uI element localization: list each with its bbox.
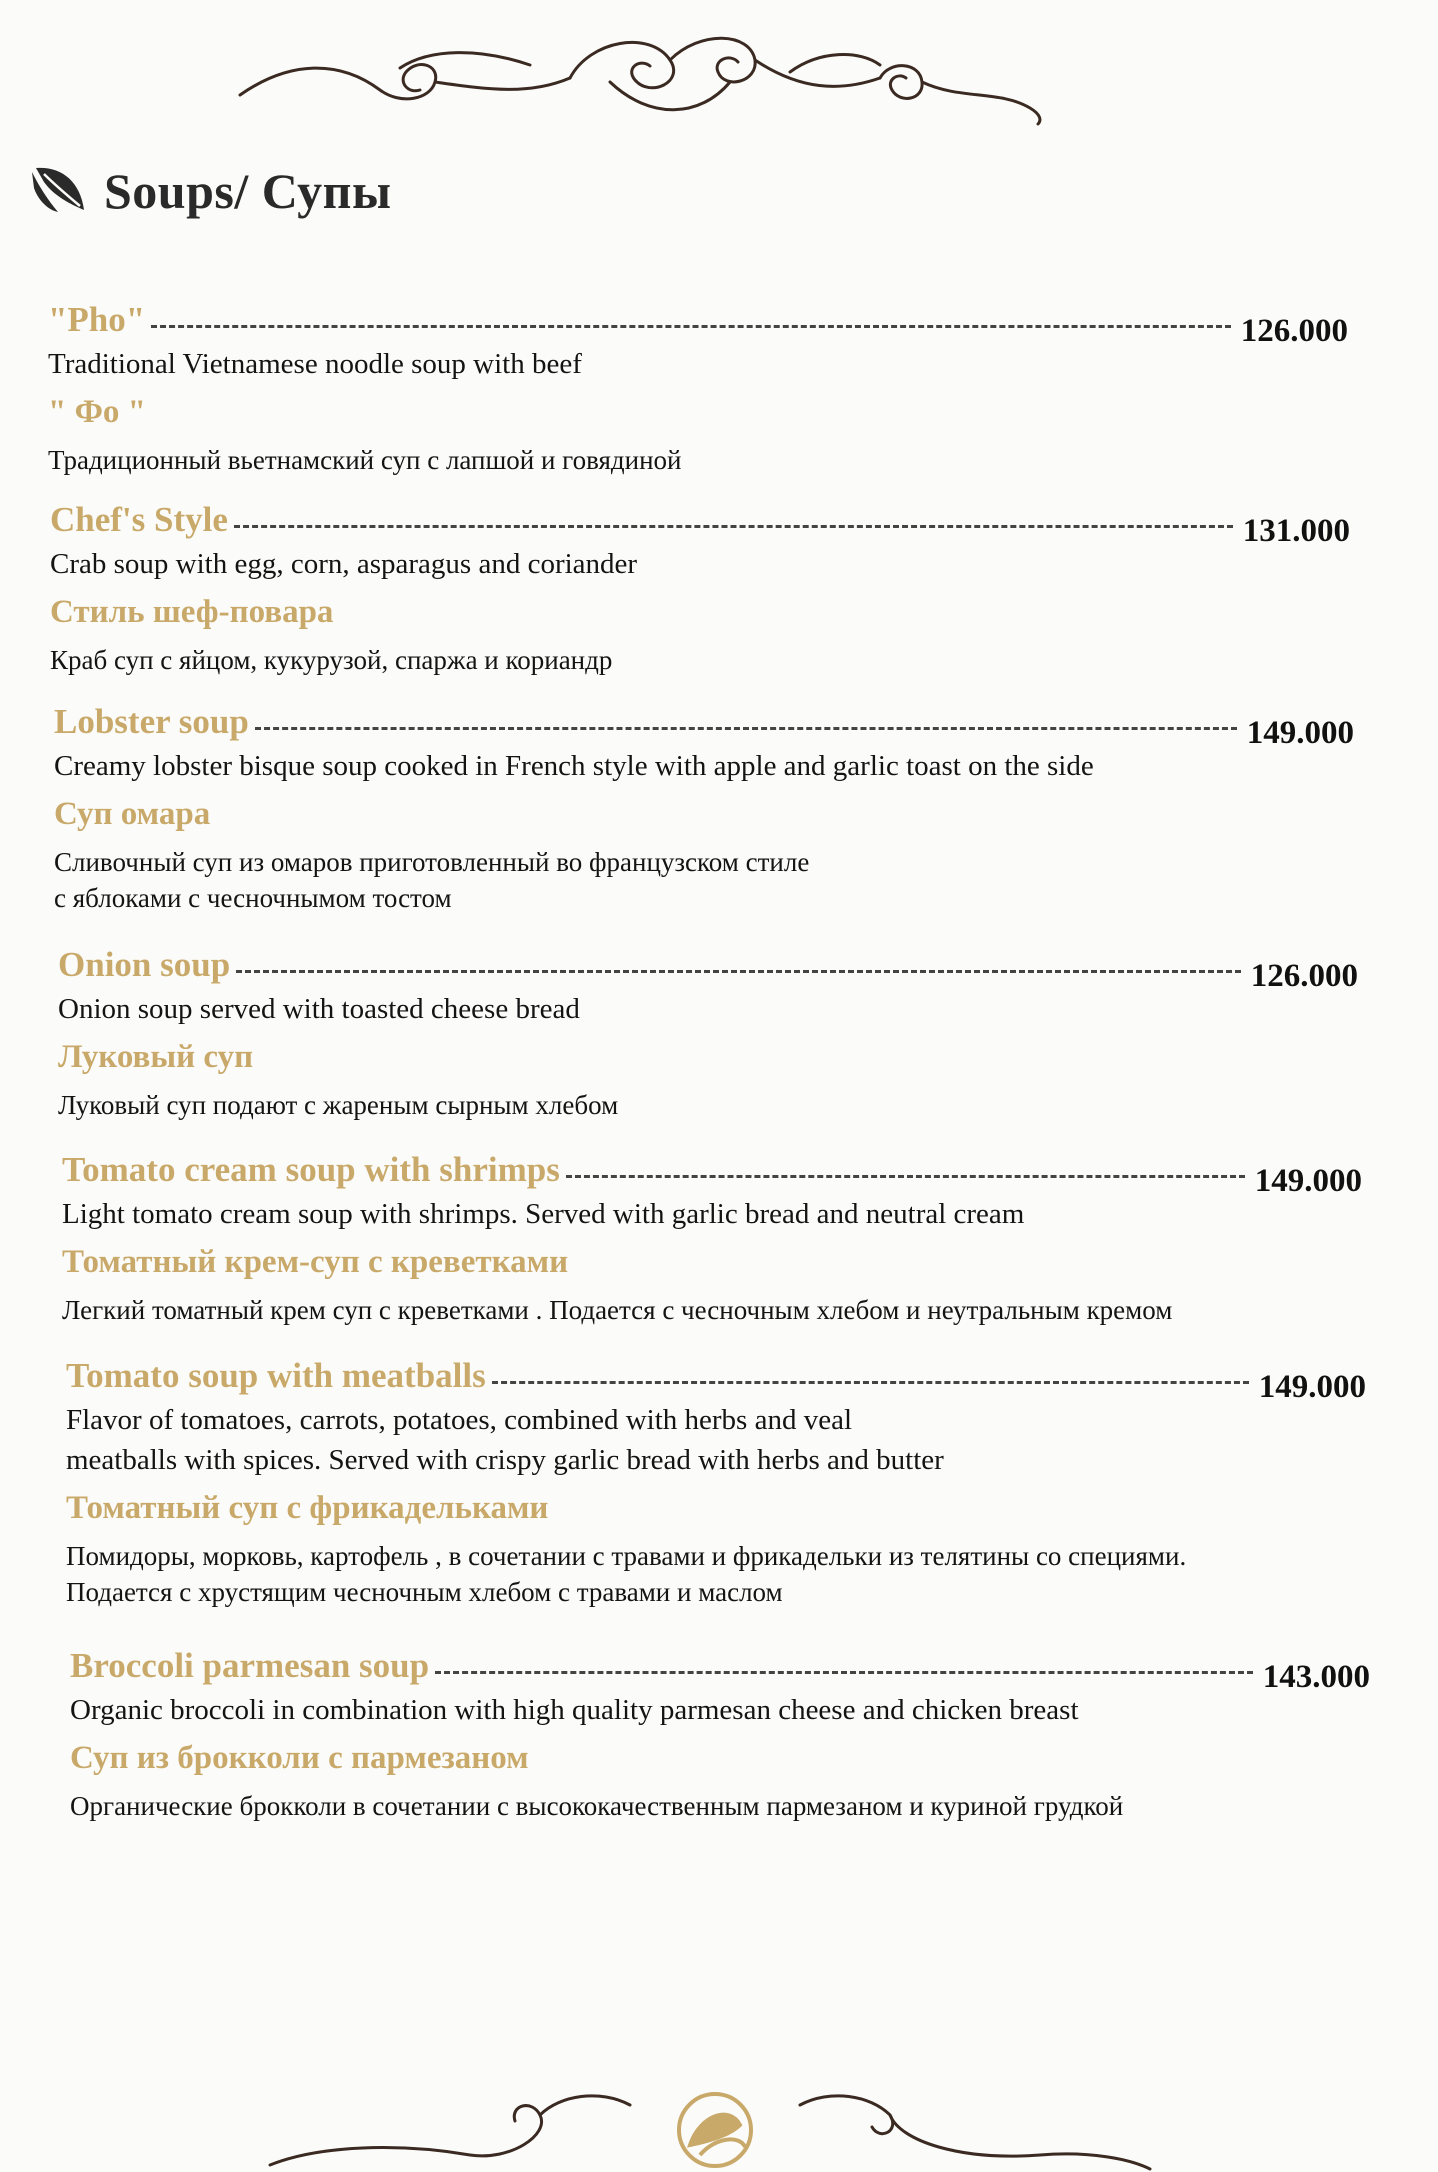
menu-item-broccoli-soup xyxy=(70,1636,1370,1824)
item-description-ru: Сливочный суп из омаров приготовленный во французском стиле с яблоками с чесночнымом тостом xyxy=(54,847,810,913)
item-name: Tomato soup with meatballs xyxy=(66,1356,486,1395)
dot-leader xyxy=(492,1380,1249,1384)
item-header xyxy=(54,692,1354,751)
item-header xyxy=(62,1140,1362,1199)
dot-leader xyxy=(255,726,1237,730)
menu-item-tomato-cream-soup xyxy=(62,1140,1362,1328)
item-price: 126.000 xyxy=(1250,958,1358,994)
section-title-text: Soups/ Супы xyxy=(104,163,392,219)
item-name-ru: Стиль шеф-повара xyxy=(50,594,334,630)
item-name-ru: " Фо " xyxy=(48,394,146,430)
item-description-ru: Краб суп с яйцом, кукурузой, спаржа и кориандр xyxy=(50,645,613,675)
section-title xyxy=(30,160,391,222)
item-description-ru: Органические брокколи в сочетании с высококачественным пармезаном и куриной грудкой xyxy=(70,1791,1124,1821)
menu-item-chefs-style xyxy=(50,490,1350,678)
item-description: Flavor of tomatoes, carrots, potatoes, combined with herbs and veal meatballs with spices. Served with crispy garlic bread with herbs and butter xyxy=(66,1404,944,1476)
item-price: 131.000 xyxy=(1242,513,1350,549)
item-description: Light tomato cream soup with shrimps. Served with garlic bread and neutral cream xyxy=(62,1198,1025,1230)
item-name: Tomato cream soup with shrimps xyxy=(62,1150,560,1189)
item-name-ru: Томатный крем-суп с креветками xyxy=(62,1244,569,1280)
item-header xyxy=(50,490,1350,549)
dot-leader xyxy=(435,1670,1253,1674)
item-name: Broccoli parmesan soup xyxy=(70,1646,430,1685)
item-header xyxy=(58,935,1358,994)
menu-item-lobster-soup xyxy=(54,692,1354,916)
bottom-ornament-icon xyxy=(260,2075,1160,2172)
dot-leader xyxy=(566,1174,1245,1178)
item-description: Traditional Vietnamese noodle soup with beef xyxy=(48,348,582,380)
leaf-icon xyxy=(30,160,92,222)
item-header xyxy=(48,290,1348,349)
item-description-ru: Легкий томатный крем суп с креветками . Подается с чесночным хлебом и неутральным кремом xyxy=(62,1295,1173,1325)
menu-item-tomato-meatballs xyxy=(66,1346,1366,1610)
item-price: 149.000 xyxy=(1258,1369,1366,1405)
item-name: Chef's Style xyxy=(50,500,228,539)
item-description-ru: Луковый суп подают с жареным сырным хлебом xyxy=(58,1090,619,1120)
item-description: Crab soup with egg, corn, asparagus and coriander xyxy=(50,548,638,580)
item-description-ru: Помидоры, морковь, картофель , в сочетании с травами и фрикадельки из телятины со специями. Подается с хрустящим чесночным хлебом с травами и маслом xyxy=(66,1541,1187,1607)
item-header xyxy=(70,1636,1370,1695)
item-name-ru: Луковый суп xyxy=(58,1039,254,1075)
item-description: Creamy lobster bisque soup cooked in French style with apple and garlic toast on the side xyxy=(54,750,1094,782)
item-name: Onion soup xyxy=(58,945,231,984)
item-name-ru: Суп из брокколи с пармезаном xyxy=(70,1740,529,1776)
item-name: "Pho" xyxy=(48,300,146,339)
dot-leader xyxy=(234,524,1233,528)
item-name: Lobster soup xyxy=(54,702,249,741)
menu-item-pho xyxy=(48,290,1348,478)
item-name-ru: Томатный суп с фрикадельками xyxy=(66,1490,549,1526)
item-description: Organic broccoli in combination with high quality parmesan cheese and chicken breast xyxy=(70,1694,1079,1726)
item-description: Onion soup served with toasted cheese bread xyxy=(58,993,580,1025)
item-price: 126.000 xyxy=(1240,313,1348,349)
item-price: 149.000 xyxy=(1254,1163,1362,1199)
item-name-ru: Суп омара xyxy=(54,796,211,832)
dot-leader xyxy=(151,324,1231,328)
menu-item-onion-soup xyxy=(58,935,1358,1123)
item-header xyxy=(66,1346,1366,1405)
top-ornament-icon xyxy=(230,20,1050,130)
dot-leader xyxy=(236,969,1241,973)
item-price: 143.000 xyxy=(1262,1659,1370,1695)
item-price: 149.000 xyxy=(1246,715,1354,751)
item-description-ru: Традиционный вьетнамский суп с лапшой и говядиной xyxy=(48,445,682,475)
